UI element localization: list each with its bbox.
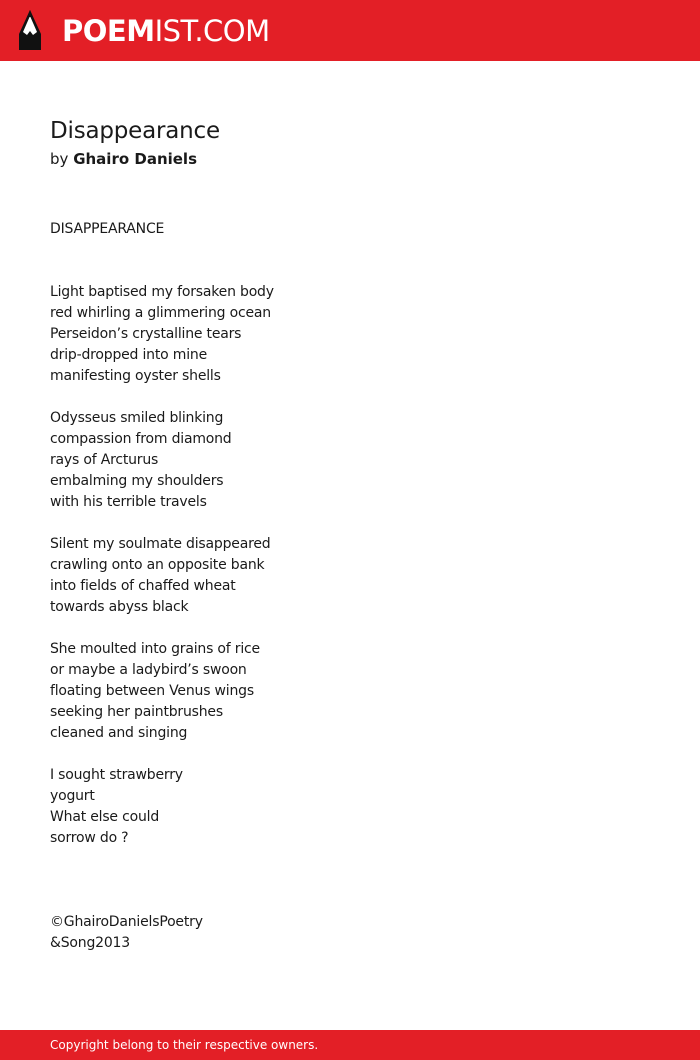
byline bbox=[50, 148, 197, 170]
poem-signature bbox=[50, 912, 650, 954]
poem-line: red whirling a glimmering ocean bbox=[50, 305, 271, 321]
pencil-icon[interactable] bbox=[17, 10, 43, 52]
site-logo[interactable] bbox=[62, 12, 270, 50]
logo-light-text: IST.COM bbox=[154, 14, 270, 48]
poem-line: crawling onto an opposite bank bbox=[50, 557, 265, 573]
stanza bbox=[50, 408, 650, 513]
signature-line: ©GhairoDanielsPoetry bbox=[50, 914, 203, 930]
poem-line: manifesting oyster shells bbox=[50, 368, 221, 384]
stanza bbox=[50, 765, 650, 849]
by-label: by bbox=[50, 150, 69, 168]
poem-line: floating between Venus wings bbox=[50, 683, 254, 699]
poem-line: Odysseus smiled blinking bbox=[50, 410, 224, 426]
poem-line: with his terrible travels bbox=[50, 494, 207, 510]
stanza bbox=[50, 639, 650, 744]
poem-line: Perseidon’s crystalline tears bbox=[50, 326, 242, 342]
logo-bold-text: POEM bbox=[62, 14, 155, 48]
poem-line: rays of Arcturus bbox=[50, 452, 159, 468]
poem-line: towards abyss black bbox=[50, 599, 189, 615]
poem-line: Silent my soulmate disappeared bbox=[50, 536, 271, 552]
poem-line: seeking her paintbrushes bbox=[50, 704, 223, 720]
poem-line: into fields of chaffed wheat bbox=[50, 578, 236, 594]
stanza bbox=[50, 282, 650, 387]
poem-line: Light baptised my forsaken body bbox=[50, 284, 274, 300]
poem-body bbox=[50, 219, 650, 954]
poem-line: or maybe a ladybird’s swoon bbox=[50, 662, 247, 678]
signature-line: &Song2013 bbox=[50, 935, 130, 951]
poem-line: sorrow do ? bbox=[50, 830, 129, 846]
poem-line: I sought strawberry bbox=[50, 767, 183, 783]
poem-line: embalming my shoulders bbox=[50, 473, 224, 489]
poem-line: yogurt bbox=[50, 788, 95, 804]
copyright-notice: Copyright belong to their respective owners. bbox=[50, 1038, 319, 1052]
site-header bbox=[0, 0, 700, 61]
poem-line: cleaned and singing bbox=[50, 725, 188, 741]
stanza bbox=[50, 534, 650, 618]
site-footer bbox=[0, 1030, 700, 1060]
poem-line: drip-dropped into mine bbox=[50, 347, 207, 363]
poem-line: compassion from diamond bbox=[50, 431, 232, 447]
author-name: Ghairo Daniels bbox=[73, 150, 198, 168]
poem-line: What else could bbox=[50, 809, 160, 825]
poem-heading: DISAPPEARANCE bbox=[50, 221, 165, 237]
poem-title: Disappearance bbox=[50, 118, 220, 144]
poem-line: She moulted into grains of rice bbox=[50, 641, 260, 657]
